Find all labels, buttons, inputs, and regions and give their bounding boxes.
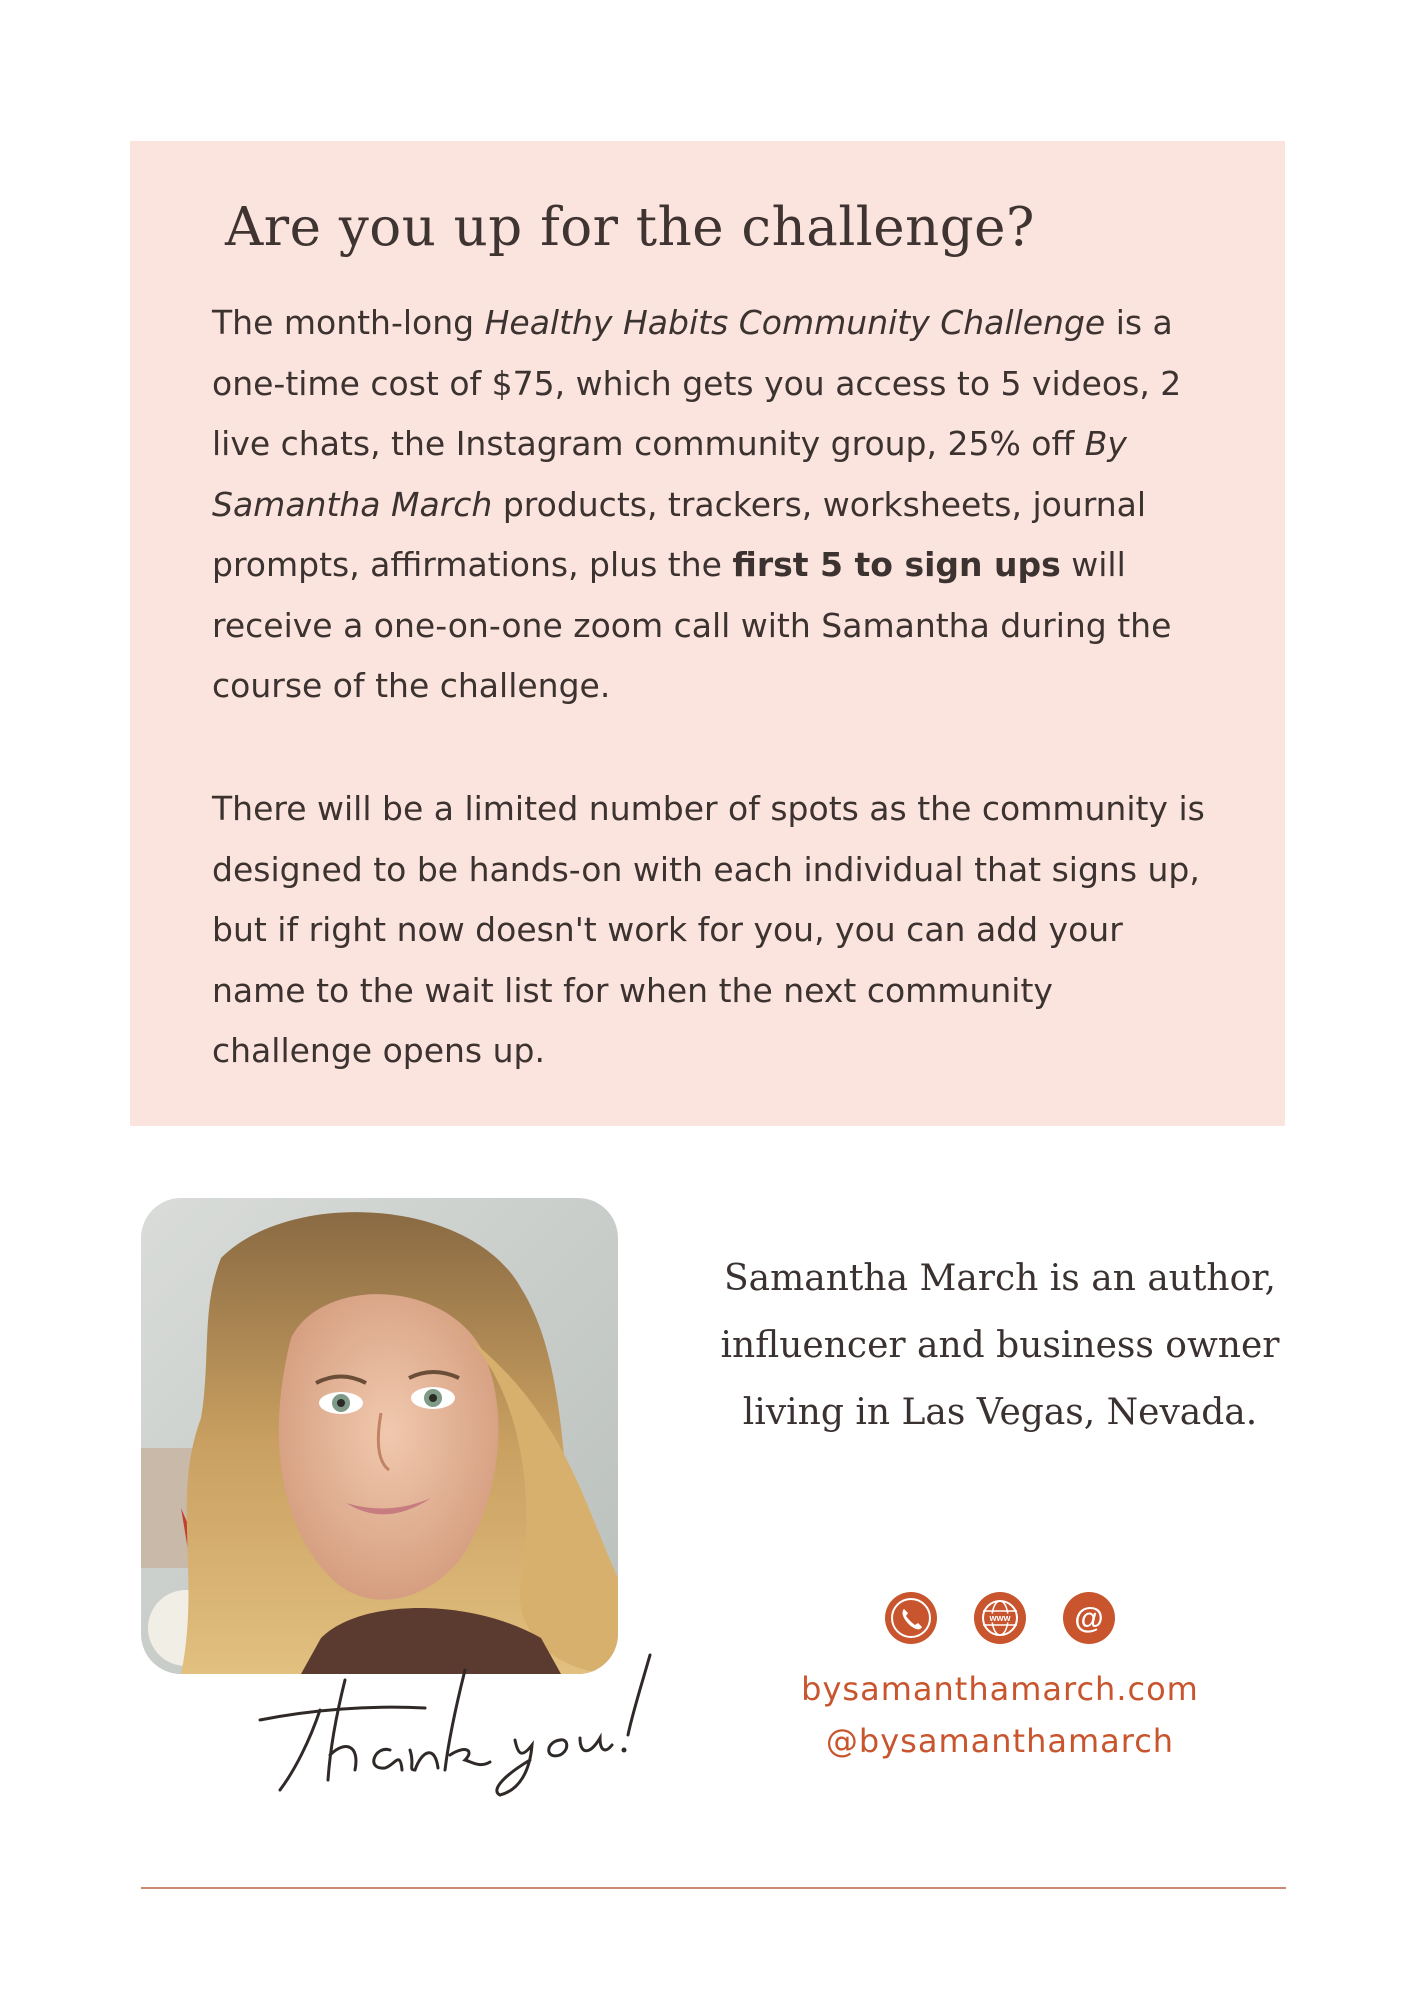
para1-text-1: The month-long xyxy=(212,303,485,342)
challenge-box xyxy=(130,141,1285,1126)
author-photo-illustration xyxy=(141,1198,618,1674)
author-photo xyxy=(141,1198,618,1674)
at-symbol: @ xyxy=(1074,1602,1104,1635)
brand-name: By Samantha March xyxy=(212,424,1127,524)
challenge-paragraph-2: There will be a limited number of spots as the community is designed to be hands-on with each individual that signs up, but if right now doesn't work for you, you can add your name to the wait list for when the next community challenge opens up. xyxy=(212,789,1205,1070)
para1-text-3: is a one-time cost of $75, which gets you access to 5 videos, 2 live chats, the Instagram community group, 25% off xyxy=(212,303,1182,463)
phone-icon[interactable] xyxy=(885,1592,937,1644)
footer-divider xyxy=(141,1887,1286,1889)
thank-you-signature xyxy=(250,1650,690,1800)
challenge-paragraph-1 xyxy=(212,293,1222,717)
globe-icon[interactable] xyxy=(974,1592,1026,1644)
first-5-highlight: first 5 to sign ups xyxy=(732,545,1061,584)
para1-text-5: products, trackers, worksheets, journal prompts, affirmations, plus the xyxy=(212,484,1147,584)
social-handle[interactable]: @bysamanthamarch xyxy=(825,1722,1175,1760)
at-icon[interactable] xyxy=(1063,1592,1115,1644)
para1-text-7: will receive a one-on-one zoom call with Samantha during the course of the challenge. xyxy=(212,545,1172,705)
challenge-name: Healthy Habits Community Challenge xyxy=(484,303,1106,342)
author-bio: Samantha March is an author, influencer and business owner living in Las Vegas, Nevada. xyxy=(720,1258,1280,1433)
challenge-title: Are you up for the challenge? xyxy=(225,197,1035,258)
contact-icons xyxy=(885,1592,1115,1648)
globe-label: www xyxy=(989,1613,1011,1623)
website-link[interactable]: bysamanthamarch.com xyxy=(801,1670,1199,1708)
